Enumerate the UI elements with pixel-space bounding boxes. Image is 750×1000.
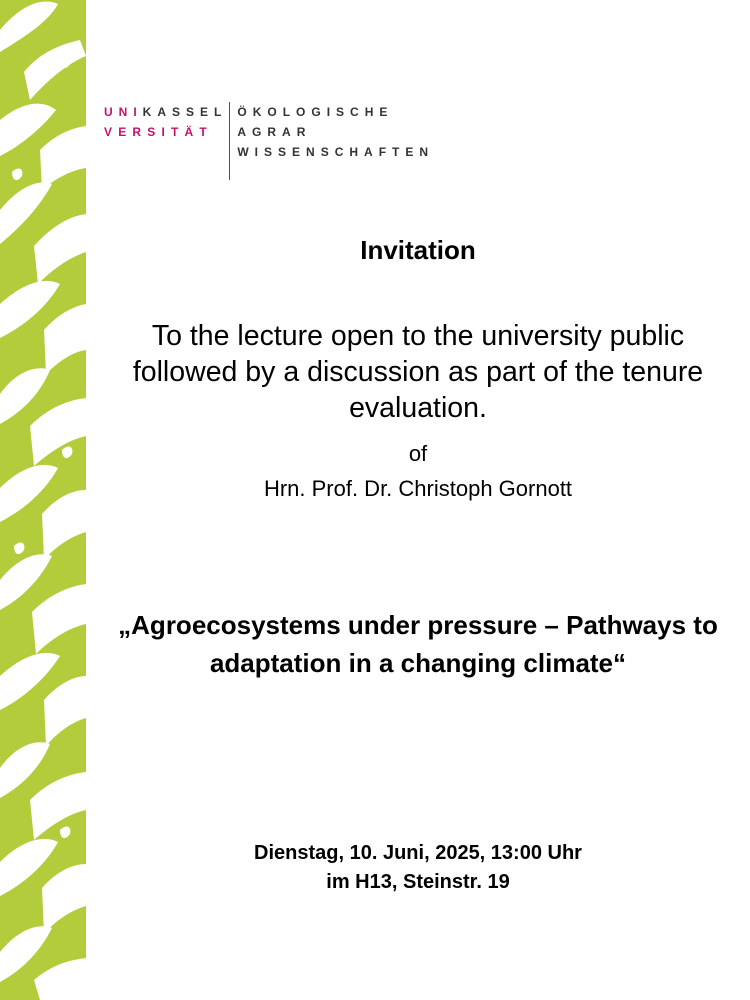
logo-kassel-text: KASSEL (142, 105, 228, 119)
faculty-line-3: WISSENSCHAFTEN (237, 145, 435, 159)
logo-row-2 (104, 122, 227, 142)
university-logo (104, 102, 434, 180)
logo-wordmark (104, 102, 227, 142)
speaker-name: Hrn. Prof. Dr. Christoph Gornott (263, 476, 573, 501)
green-organic-pattern-icon (0, 0, 86, 1000)
faculty-line-1: ÖKOLOGISCHE (237, 105, 394, 119)
faculty-line-2: AGRAR (237, 125, 312, 139)
invitation-heading: Invitation (360, 235, 476, 265)
logo-row-1 (104, 102, 227, 122)
faculty-name (237, 102, 434, 162)
logo-divider (229, 102, 230, 180)
of-text: of (408, 441, 428, 466)
logo-uni-text: UNI (104, 105, 143, 119)
event-location: im H13, Steinstr. 19 (326, 871, 510, 893)
logo-versitaet-text: VERSITÄT (104, 125, 213, 139)
intro-text: To the lecture open to the university public followed by a discussion as part of the tenure evaluation. (132, 320, 704, 424)
event-date: Dienstag, 10. Juni, 2025, 13:00 Uhr (254, 842, 582, 864)
lecture-title: „Agroecosystems under pressure – Pathways to adaptation in a changing climate“ (118, 610, 718, 678)
